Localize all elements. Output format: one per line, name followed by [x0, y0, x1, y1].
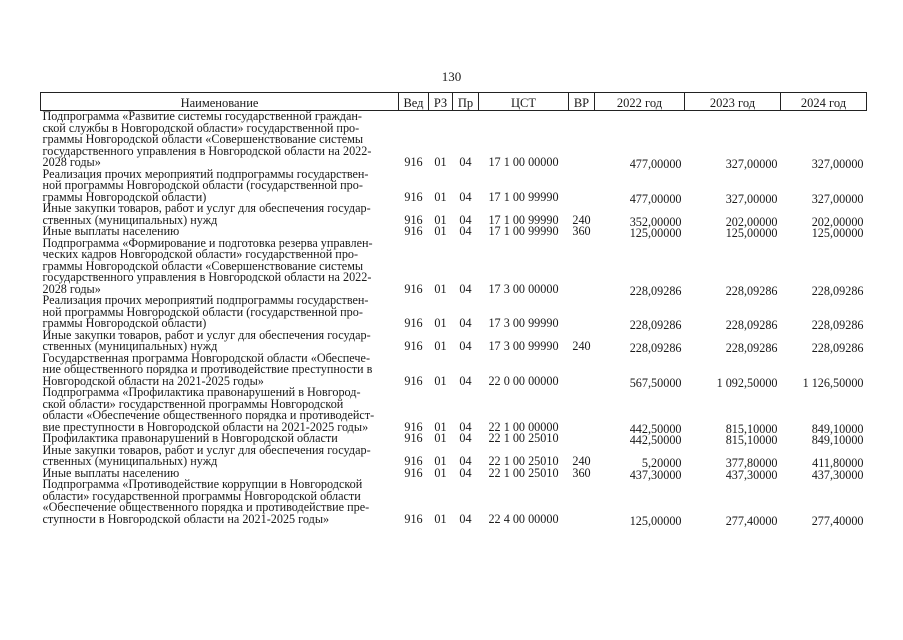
row-name-line: ской области» государственной программы Новгородской	[42, 396, 344, 411]
row-value-2023: 228,09286	[725, 318, 778, 332]
header-pr: Пр	[453, 93, 479, 111]
row-value-2023: 815,10000	[725, 421, 778, 436]
row-cst: 22 1 00 25010	[488, 465, 559, 480]
row-name-line: граммы Новгородской области)	[42, 316, 207, 330]
row-name	[41, 350, 399, 388]
row-value-2023-cell	[685, 295, 781, 330]
row-pr: 04	[459, 431, 472, 445]
row-cst: 17 3 00 99990	[488, 339, 559, 353]
row-name-line: Подпрограмма «Формирование и подготовка резерва управлен-	[42, 235, 373, 250]
row-ved: 916	[404, 373, 423, 388]
row-value-2022-cell	[595, 433, 685, 445]
row-pr-cell	[453, 111, 479, 169]
row-vr-cell	[569, 169, 595, 204]
row-name	[41, 479, 399, 525]
row-value-2023-cell	[685, 353, 781, 388]
row-vr-cell	[569, 238, 595, 296]
table-row	[41, 111, 867, 169]
row-value-2023-cell	[685, 479, 781, 528]
row-value-2022-cell	[595, 330, 685, 353]
row-rz: 01	[434, 224, 447, 238]
row-value-2022: 567,50000	[629, 375, 682, 390]
row-ved-cell	[399, 465, 429, 480]
table-row	[41, 238, 867, 296]
row-value-2024: 277,40000	[811, 513, 864, 528]
row-value-2023-cell	[685, 169, 781, 204]
row-cst: 22 1 00 25010	[488, 431, 559, 445]
row-rz-cell	[429, 479, 453, 525]
row-ved-cell	[399, 226, 429, 238]
row-vr: 360	[572, 224, 591, 238]
row-name-line: Иные выплаты населению	[42, 224, 180, 238]
row-vr-cell	[569, 387, 595, 433]
row-ved-cell	[399, 353, 429, 388]
row-vr-cell	[569, 203, 595, 226]
row-cst-cell	[479, 353, 569, 388]
row-pr: 04	[459, 316, 472, 330]
row-value-2022-cell	[595, 468, 685, 480]
row-pr-cell	[453, 465, 479, 480]
row-value-2023-cell	[685, 445, 781, 468]
row-value-2022: 477,00000	[629, 157, 682, 171]
row-name-line: государственного управления в Новгородской области на 2022-	[42, 143, 372, 158]
row-value-2022: 442,50000	[629, 421, 682, 436]
row-value-2023-cell	[685, 111, 781, 169]
row-rz-cell	[429, 238, 453, 296]
row-name-line: Подпрограмма «Развитие системы государственной граждан-	[42, 109, 362, 123]
row-pr-cell	[453, 387, 479, 433]
budget-table	[40, 92, 867, 528]
row-value-2024: 411,80000	[812, 456, 864, 470]
row-cst-cell	[479, 226, 569, 238]
row-pr: 04	[459, 373, 472, 388]
row-rz: 01	[434, 189, 447, 204]
row-cst-cell	[479, 111, 569, 169]
row-value-2024-cell	[781, 238, 867, 296]
row-name-line: ской службы в Новгородской области» государственной про-	[42, 120, 360, 135]
row-rz: 01	[434, 339, 447, 353]
row-cst: 17 3 00 99990	[488, 316, 559, 330]
row-ved: 916	[404, 281, 423, 296]
row-vr-cell	[569, 111, 595, 169]
row-name-line: Иные закупки товаров, работ и услуг для обеспечения государ-	[42, 201, 371, 215]
row-value-2024-cell	[781, 169, 867, 204]
row-value-2022: 125,00000	[629, 226, 682, 240]
row-name	[41, 203, 399, 226]
row-pr-cell	[453, 479, 479, 525]
row-value-2024: 849,10000	[811, 421, 864, 436]
row-name-line: 2028 годы»	[42, 281, 101, 296]
row-value-2023-cell	[685, 433, 781, 445]
row-name-line: ственных (муниципальных) нужд	[42, 454, 218, 468]
row-value-2023-cell	[685, 203, 781, 229]
table-row	[41, 330, 867, 353]
row-pr: 04	[459, 454, 472, 468]
header-2023: 2023 год	[685, 93, 781, 111]
row-ved: 916	[404, 511, 423, 526]
row-pr: 04	[459, 281, 472, 296]
row-value-2022: 442,50000	[629, 433, 682, 447]
row-rz: 01	[434, 465, 447, 480]
row-ved-cell	[399, 169, 429, 204]
row-rz: 01	[434, 212, 447, 227]
row-pr: 04	[459, 511, 472, 526]
row-value-2022-cell	[595, 111, 685, 169]
row-vr-cell	[569, 445, 595, 468]
header-rz: РЗ	[429, 93, 453, 111]
row-value-2022-cell	[595, 295, 685, 330]
row-pr-cell	[453, 226, 479, 238]
row-vr-cell	[569, 353, 595, 388]
row-cst-cell	[479, 387, 569, 433]
row-value-2022-cell	[595, 445, 685, 468]
row-ved-cell	[399, 433, 429, 445]
row-vr-cell	[569, 433, 595, 445]
row-ved-cell	[399, 203, 429, 226]
row-cst-cell	[479, 238, 569, 296]
row-value-2024-cell	[781, 433, 867, 445]
row-name	[41, 442, 399, 468]
row-ved: 916	[404, 224, 423, 238]
row-cst: 22 4 00 00000	[488, 511, 559, 526]
row-pr-cell	[453, 433, 479, 445]
row-ved: 916	[404, 316, 423, 330]
row-value-2022: 228,09286	[629, 341, 682, 355]
row-ved-cell	[399, 295, 429, 330]
row-name-line: граммы Новгородской области «Совершенствование системы	[42, 258, 364, 273]
row-vr: 240	[572, 454, 591, 468]
row-value-2023: 1 092,50000	[716, 375, 778, 390]
row-ved-cell	[399, 445, 429, 468]
row-name-line: ние общественного порядка и противодействие преступности в	[42, 362, 373, 376]
row-name-line: Новгородской области на 2021-2025 годы»	[42, 373, 264, 388]
row-name-line: государственного управления в Новгородской области на 2022-	[42, 270, 372, 284]
row-name-line: Подпрограмма «Профилактика правонарушений в Новгород-	[42, 385, 361, 399]
row-pr-cell	[453, 445, 479, 468]
row-rz: 01	[434, 155, 447, 169]
row-rz: 01	[434, 373, 447, 388]
table-header-row	[41, 93, 867, 111]
row-rz-cell	[429, 203, 453, 226]
row-value-2022: 228,09286	[629, 283, 682, 298]
row-cst-cell	[479, 445, 569, 468]
page-number: 130	[441, 69, 462, 84]
row-value-2024-cell	[781, 203, 867, 229]
row-value-2024: 437,30000	[811, 467, 864, 482]
row-value-2023-cell	[685, 387, 781, 436]
row-vr-cell	[569, 330, 595, 353]
row-name-line: 2028 годы»	[42, 155, 101, 169]
row-name-line: граммы Новгородской области «Совершенствование системы	[42, 132, 364, 146]
table-row	[41, 353, 867, 388]
row-name-line: Профилактика правонарушений в Новгородской области	[42, 431, 338, 445]
row-rz-cell	[429, 295, 453, 330]
row-ved: 916	[404, 189, 423, 204]
header-cst: ЦСТ	[479, 93, 569, 111]
row-cst-cell	[479, 295, 569, 330]
row-value-2024: 327,00000	[811, 157, 864, 171]
table-row	[41, 387, 867, 433]
row-rz-cell	[429, 445, 453, 468]
row-rz-cell	[429, 169, 453, 204]
row-ved: 916	[404, 454, 423, 468]
row-cst-cell	[479, 465, 569, 480]
row-vr-cell	[569, 465, 595, 480]
row-pr: 04	[459, 419, 472, 434]
row-value-2023: 228,09286	[725, 341, 778, 355]
row-value-2024-cell	[781, 226, 867, 238]
row-cst-cell	[479, 433, 569, 445]
row-pr-cell	[453, 169, 479, 204]
row-cst: 17 1 00 00000	[488, 155, 559, 169]
row-ved: 916	[404, 431, 423, 445]
row-name	[41, 235, 399, 296]
row-cst: 17 1 00 99990	[488, 224, 559, 238]
row-value-2024-cell	[781, 295, 867, 330]
row-value-2023: 815,10000	[725, 433, 778, 447]
row-vr-cell	[569, 295, 595, 330]
row-cst-cell	[479, 330, 569, 353]
row-value-2023: 437,30000	[725, 467, 778, 482]
row-name-line: вие преступности в Новгородской области на 2021-2025 годы»	[42, 419, 369, 434]
row-pr: 04	[459, 212, 472, 227]
row-vr: 240	[572, 339, 591, 353]
row-value-2023-cell	[685, 238, 781, 296]
row-name	[41, 166, 399, 204]
row-pr-cell	[453, 295, 479, 330]
row-value-2024-cell	[781, 479, 867, 528]
row-pr: 04	[459, 465, 472, 480]
row-name	[41, 387, 399, 433]
header-vr: ВР	[569, 93, 595, 111]
row-rz: 01	[434, 281, 447, 296]
row-ved-cell	[399, 479, 429, 525]
row-value-2024: 327,00000	[811, 191, 864, 206]
row-vr-cell	[569, 479, 595, 525]
row-rz: 01	[434, 419, 447, 434]
row-name-line: Реализация прочих мероприятий подпрограммы государствен-	[42, 166, 369, 181]
row-name-line: области «Обеспечение общественного порядка и противодейст-	[42, 408, 375, 422]
row-rz: 01	[434, 454, 447, 468]
row-cst: 22 1 00 25010	[488, 454, 559, 468]
row-value-2024-cell	[781, 445, 867, 468]
row-value-2023: 202,00000	[725, 214, 778, 229]
header-ved: Вед	[399, 93, 429, 111]
row-name	[41, 295, 399, 330]
row-name-line: ной программы Новгородской области (государственной про-	[42, 304, 363, 319]
row-ved-cell	[399, 111, 429, 169]
row-rz-cell	[429, 465, 453, 480]
table-row	[41, 445, 867, 468]
row-ved-cell	[399, 238, 429, 296]
row-rz: 01	[434, 511, 447, 526]
row-value-2023: 277,40000	[725, 513, 778, 528]
row-name-line: ческих кадров Новгородской области» государственной про-	[42, 247, 359, 261]
row-name	[41, 327, 399, 353]
row-value-2023: 377,80000	[725, 456, 778, 470]
row-pr-cell	[453, 353, 479, 388]
row-name-line: Иные закупки товаров, работ и услуг для обеспечения государ-	[42, 327, 371, 342]
row-value-2024: 202,00000	[811, 214, 864, 229]
row-value-2024-cell	[781, 111, 867, 169]
row-value-2023-cell	[685, 330, 781, 353]
row-value-2024: 1 126,50000	[802, 375, 864, 390]
table-row	[41, 203, 867, 226]
row-rz: 01	[434, 316, 447, 330]
row-name-line: ступности в Новгородской области на 2021-2025 годы»	[42, 511, 330, 526]
row-value-2023: 327,00000	[725, 191, 778, 206]
row-rz-cell	[429, 353, 453, 388]
budget-table-container	[40, 92, 866, 528]
row-value-2024: 125,00000	[811, 226, 864, 240]
row-name-line: Подпрограмма «Противодействие коррупции в Новгородской	[42, 477, 363, 491]
row-name-line: ственных (муниципальных) нужд	[42, 339, 218, 353]
row-value-2022-cell	[595, 479, 685, 528]
row-value-2022-cell	[595, 203, 685, 229]
row-value-2022-cell	[595, 226, 685, 238]
row-cst: 17 1 00 99990	[488, 189, 559, 204]
row-name-line: граммы Новгородской области)	[42, 189, 207, 204]
row-cst: 17 1 00 99990	[488, 212, 559, 227]
row-ved: 916	[404, 419, 423, 434]
row-value-2022-cell	[595, 169, 685, 204]
row-value-2022-cell	[595, 238, 685, 296]
row-value-2024: 228,09286	[811, 318, 864, 332]
row-ved-cell	[399, 330, 429, 353]
table-row	[41, 479, 867, 525]
row-value-2022: 228,09286	[629, 318, 682, 332]
table-body	[41, 111, 867, 526]
row-cst-cell	[479, 479, 569, 525]
row-vr-cell	[569, 226, 595, 238]
row-rz: 01	[434, 431, 447, 445]
row-name-line: ной программы Новгородской области (государственной про-	[42, 178, 363, 192]
header-2024: 2024 год	[781, 93, 867, 111]
row-value-2022: 477,00000	[629, 191, 682, 206]
row-value-2022-cell	[595, 387, 685, 436]
row-value-2023: 228,09286	[725, 283, 778, 298]
row-value-2022: 352,00000	[629, 214, 682, 229]
row-name-line: «Обеспечение общественного порядка и противодействие пре-	[42, 500, 370, 514]
row-rz-cell	[429, 111, 453, 169]
row-cst: 17 3 00 00000	[488, 281, 559, 296]
row-pr: 04	[459, 189, 472, 204]
row-rz-cell	[429, 433, 453, 445]
row-name-line: Государственная программа Новгородской области «Обеспече-	[42, 350, 371, 365]
row-value-2022-cell	[595, 353, 685, 388]
row-name-line: области» государственной программы Новгородской области	[42, 488, 361, 503]
row-value-2024-cell	[781, 387, 867, 436]
row-cst-cell	[479, 169, 569, 204]
row-value-2022: 125,00000	[629, 513, 682, 528]
row-value-2024-cell	[781, 330, 867, 353]
row-ved: 916	[404, 212, 423, 227]
row-vr: 360	[572, 465, 591, 480]
row-rz-cell	[429, 226, 453, 238]
row-ved: 916	[404, 465, 423, 480]
row-pr: 04	[459, 224, 472, 238]
row-name-line: Иные закупки товаров, работ и услуг для обеспечения государ-	[42, 442, 371, 457]
row-pr-cell	[453, 203, 479, 226]
row-value-2024-cell	[781, 468, 867, 480]
row-name-line: Иные выплаты населению	[42, 465, 180, 480]
row-cst-cell	[479, 203, 569, 226]
row-cst: 22 1 00 00000	[488, 419, 559, 434]
row-name	[41, 111, 399, 169]
header-2022: 2022 год	[595, 93, 685, 111]
row-name-line: Реализация прочих мероприятий подпрограммы государствен-	[42, 293, 369, 307]
row-pr: 04	[459, 339, 472, 353]
row-value-2024: 849,10000	[811, 433, 864, 447]
row-value-2023: 327,00000	[725, 157, 778, 171]
row-name-line: ственных (муниципальных) нужд	[42, 212, 218, 227]
row-pr-cell	[453, 330, 479, 353]
row-value-2024: 228,09286	[811, 283, 864, 298]
table-row	[41, 169, 867, 204]
row-value-2023-cell	[685, 226, 781, 238]
row-rz-cell	[429, 330, 453, 353]
row-pr: 04	[459, 155, 472, 169]
row-cst: 22 0 00 00000	[488, 373, 559, 388]
row-ved: 916	[404, 339, 423, 353]
table-row	[41, 295, 867, 330]
row-pr-cell	[453, 238, 479, 296]
header-name: Наименование	[41, 93, 399, 111]
row-value-2024: 228,09286	[811, 341, 864, 355]
row-vr: 240	[572, 212, 591, 227]
row-ved-cell	[399, 387, 429, 433]
row-value-2022: 5,20000	[641, 456, 682, 470]
row-value-2022: 437,30000	[629, 467, 682, 482]
row-value-2023: 125,00000	[725, 226, 778, 240]
row-value-2024-cell	[781, 353, 867, 388]
row-value-2023-cell	[685, 468, 781, 480]
row-rz-cell	[429, 387, 453, 433]
row-ved: 916	[404, 155, 423, 169]
